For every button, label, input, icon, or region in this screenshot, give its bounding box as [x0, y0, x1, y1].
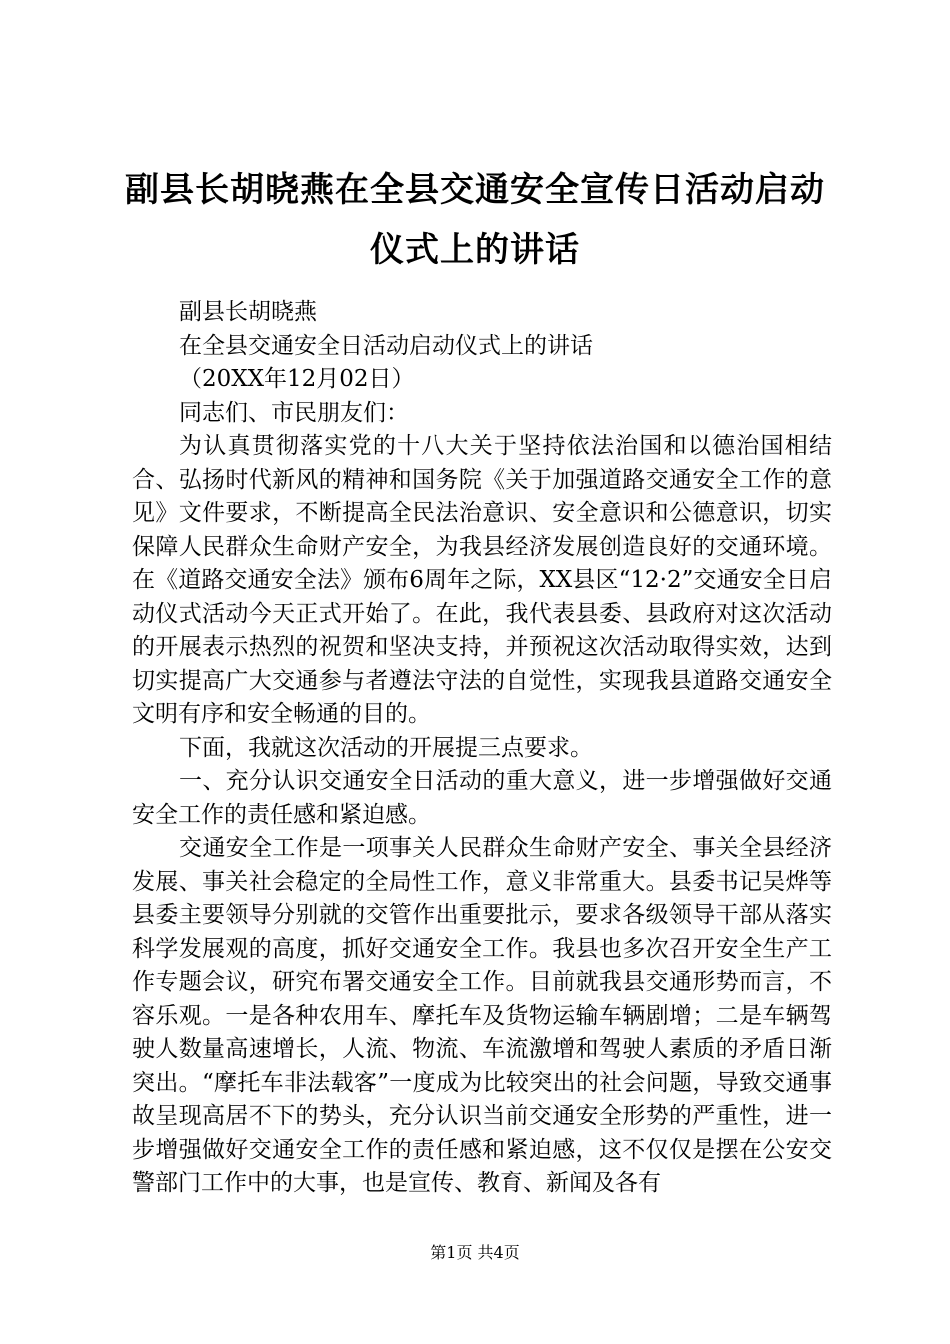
speech-subtitle: 在全县交通安全日活动启动仪式上的讲话 — [179, 332, 593, 359]
speaker-line: 副县长胡晓燕 — [179, 299, 317, 325]
body-paragraph: 交通安全工作是一项事关人民群众生命财产安全、事关全县经济发展、事关社会稳定的全局性工作，意义非常重大。县委书记吴烨等县委主要领导分别就的交管作出重要批示，要求各级领导干部从落实科学发展观的高度，抓好交通安全工作。我县也多次召开安全生产工作专题会议，研究布署交通安全工作。目前就我县交通形势而言，不容乐观。一是各种农用车、摩托车及货物运输车辆剧增；二是车辆驾驶人数量高速增长，人流、物流、车流激增和驾驶人素质的矛盾日渐突出。“摩托车非法载客”一度成为比较突出的社会问题，导致交通事故呈现高居不下的势头，充分认识当前交通安全形势的严重性，进一步增强做好交通安全工作的责任感和紧迫感，这不仅仅是摆在公安交警部门工作中的大事，也是宣传、教育、新闻及各有 — [132, 835, 832, 1196]
speech-date: （20XX年12月02日） — [179, 366, 415, 392]
title-line-1: 副县长胡晓燕在全县交通安全宣传日活动启动 — [125, 170, 825, 210]
document-title — [100, 160, 850, 280]
salutation: 同志们、市民朋友们： — [179, 399, 409, 426]
body-paragraph: 为认真贯彻落实党的十八大关于坚持依法治国和以德治国相结合、弘扬时代新风的精神和国务院《关于加强道路交通安全工作的意见》文件要求，不断提高全民法治意识、安全意识和公德意识，切实保障人民群众生命财产安全，为我县经济发展创造良好的交通环境。在《道路交通安全法》颁布6周年之际，XX县区“12·2”交通安全日启动仪式活动今天正式开始了。在此，我代表县委、县政府对这次活动的开展表示热烈的祝贺和坚决支持，并预祝这次活动取得实效，达到切实提高广大交通参与者遵法守法的自觉性，实现我县道路交通安全文明有序和安全畅通的目的。 — [132, 433, 832, 727]
document-body — [132, 296, 832, 1201]
title-line-2: 仪式上的讲话 — [370, 230, 580, 270]
page-footer: 第1页 共4页 — [430, 1243, 520, 1262]
section-heading: 一、充分认识交通安全日活动的重大意义，进一步增强做好交通安全工作的责任感和紧迫感。 — [132, 768, 832, 828]
body-paragraph: 下面，我就这次活动的开展提三点要求。 — [179, 734, 593, 761]
